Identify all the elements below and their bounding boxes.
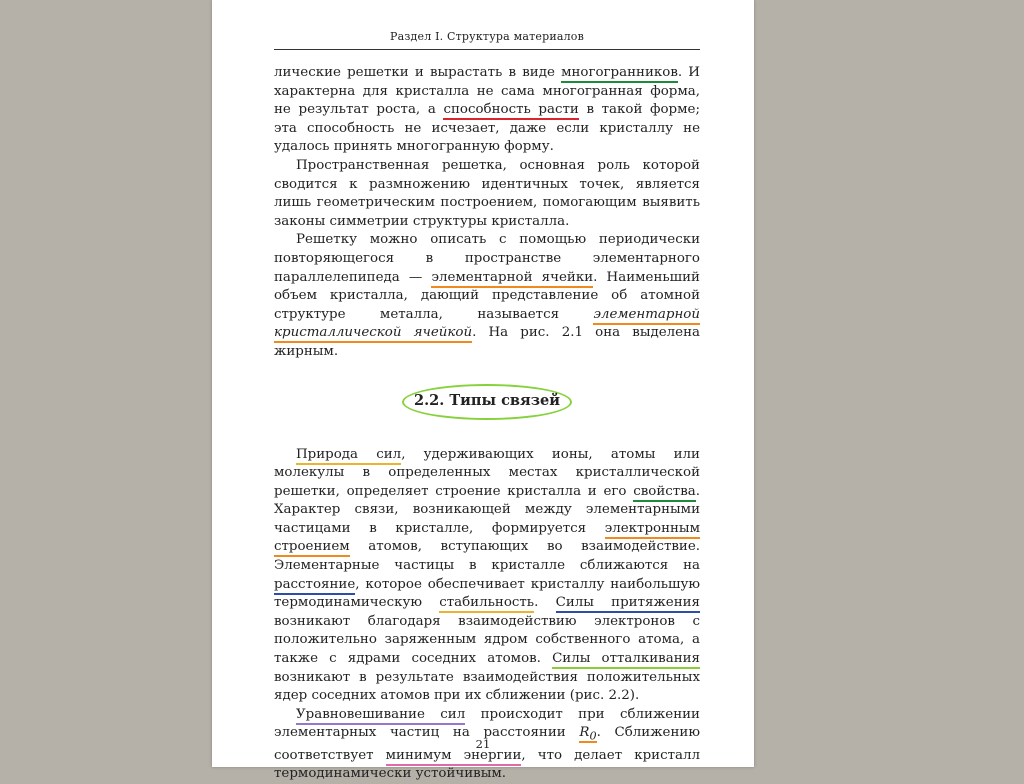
document-page [212,0,754,782]
paragraph-3 [274,231,700,361]
page-number: 21 [475,737,491,751]
page-body [274,64,700,784]
highlight-repulsion-forces: Силы отталкивания [552,651,700,669]
text-run: лические решетки и вырастать в виде [274,65,562,80]
text-run: . И характерна для кристалла не сама многогранная форма, не результат роста, а [274,65,700,118]
text-run: . Характер связи, возникающей между элементарными частицами в кристалле, формируется [274,483,700,536]
text-run: , удерживающих ионы, атомы или молекулы в определенных местах кристаллической решетки, определяет строение кристалла и его [274,446,700,499]
r0-symbol: R [579,725,590,741]
highlight-energy-minimum: минимум энергии [386,748,522,766]
paragraph-2: Пространственная решетка, основная роль которой сводится к размножению идентичных точек, является лишь геометрическим построением, помогающим выявить законы симметрии структуры кристалла. [274,157,700,229]
highlight-polyhedra: многогранников [561,65,678,83]
highlight-elementary-crystal-cell: элементарной кристаллической ячейкой [274,307,700,344]
text-run: . Наименьший объем кристалла, дающий представление об атомной структуре металла, называется [274,269,700,322]
header-rule [274,49,700,50]
paragraph-4 [274,446,700,706]
section-title: 2.2. Типы связей [414,391,560,409]
text-run: возникают в результате взаимодействия положительных ядер соседних атомов при их сближении (рис. 2.2). [274,669,700,704]
r0-subscript: 0 [589,730,597,744]
paragraph-1 [274,64,700,157]
highlight-unit-cell: элементарной ячейки [431,270,593,288]
highlight-attraction-forces: Силы притяжения [556,595,700,613]
text-run: . Сближению соответствует [274,725,700,763]
text-run: , что делает кристалл термодинамически устойчивым. [274,747,700,782]
text-run: . На рис. 2.1 она выделена жирным. [274,325,700,359]
text-run: , которое обеспечивает кристаллу наибольшую термодинамическую [274,576,700,611]
highlight-stability: стабильность [439,595,534,613]
text-run: происходит при сближении элементарных частиц на расстоянии [274,706,700,741]
text-run: в такой форме; эта способность не исчезает, даже если кристаллу не удалось принять многогранную форму. [274,102,700,155]
highlight-growth-ability: способность расти [443,102,578,120]
text-run: Решетку можно описать с помощью периодически повторяющегося в пространстве элементарного параллелепипеда — [274,232,700,285]
text-run: возникают благодаря взаимодействию электронов с положительно заряженным ядром собственного атома, а также с ядрами соседних атомов. [274,613,700,667]
text-run: . [534,595,556,611]
running-header: Раздел I. Структура материалов [389,30,585,43]
text-run: атомов, вступающих во взаимодействие. Элементарные частицы в кристалле сближаются на [274,539,700,574]
highlight-electronic-structure: электронным строением [274,521,700,558]
highlight-properties: свойства [633,484,695,502]
highlight-nature-of-forces: Природа сил [296,447,401,465]
highlight-force-balance: Уравновешивание сил [296,707,465,725]
section-heading-block [274,362,700,446]
highlight-distance: расстояние [274,577,355,595]
